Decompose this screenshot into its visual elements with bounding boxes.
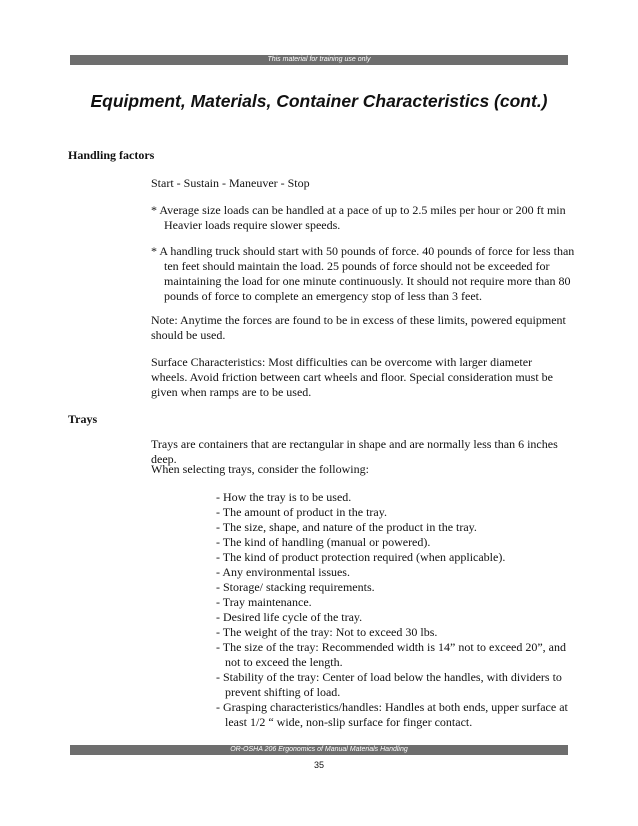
list-item: - Any environmental issues. xyxy=(216,565,350,579)
list-item: - The size of the tray: Recommended width is 14” not to exceed 20”, and not to exceed the length. xyxy=(216,640,567,669)
list-item: - The kind of handling (manual or powered). xyxy=(216,535,431,549)
note-paragraph: Note: Anytime the forces are found to be in excess of these limits, powered equipment should be used. xyxy=(151,313,566,342)
list-item: - Stability of the tray: Center of load below the handles, with dividers to prevent shifting of load. xyxy=(216,670,562,699)
bullet-force: * A handling truck should start with 50 pounds of force. 40 pounds of force for less than ten feet should maintain the load. 25 pounds of force should not be exceeded for maintaining the load for one minute continuously. It should not require more than 80 pounds of force to complete an emergency stop of less than 3 feet. xyxy=(151,244,575,303)
section-heading-handling: Handling factors xyxy=(68,148,155,162)
list-item: - Tray maintenance. xyxy=(216,595,312,609)
list-item: - How the tray is to be used. xyxy=(216,490,352,504)
bullet-pace: * Average size loads can be handled at a pace of up to 2.5 miles per hour or 200 ft min Heavier loads require slower speeds. xyxy=(151,203,566,232)
tray-criteria-list xyxy=(216,490,576,730)
list-item: - The kind of product protection required (when applicable). xyxy=(216,550,506,564)
trays-consider: When selecting trays, consider the following: xyxy=(151,462,369,476)
surface-paragraph: Surface Characteristics: Most difficulties can be overcome with larger diameter wheels. Avoid friction between cart wheels and floor. Special consideration must be given when ramps are to be used. xyxy=(151,355,553,399)
page-number: 35 xyxy=(313,760,324,770)
list-item: - Grasping characteristics/handles: Handles at both ends, upper surface at least 1/2 “ wide, non-slip surface for finger contact. xyxy=(216,700,568,729)
handling-sequence: Start - Sustain - Maneuver - Stop xyxy=(151,176,310,190)
list-item: - The amount of product in the tray. xyxy=(216,505,387,519)
list-item: - Storage/ stacking requirements. xyxy=(216,580,375,594)
footer-band: OR-OSHA 206 Ergonomics of Manual Materials Handling xyxy=(70,745,568,755)
list-item: - Desired life cycle of the tray. xyxy=(216,610,363,624)
list-item: - The weight of the tray: Not to exceed 30 lbs. xyxy=(216,625,438,639)
trays-intro: Trays are containers that are rectangular in shape and are normally less than 6 inches deep. xyxy=(151,437,558,466)
header-band: This material for training use only xyxy=(70,55,568,65)
section-heading-trays: Trays xyxy=(68,412,98,426)
page-title: Equipment, Materials, Container Characteristics (cont.) xyxy=(90,91,548,111)
list-item: - The size, shape, and nature of the product in the tray. xyxy=(216,520,477,534)
